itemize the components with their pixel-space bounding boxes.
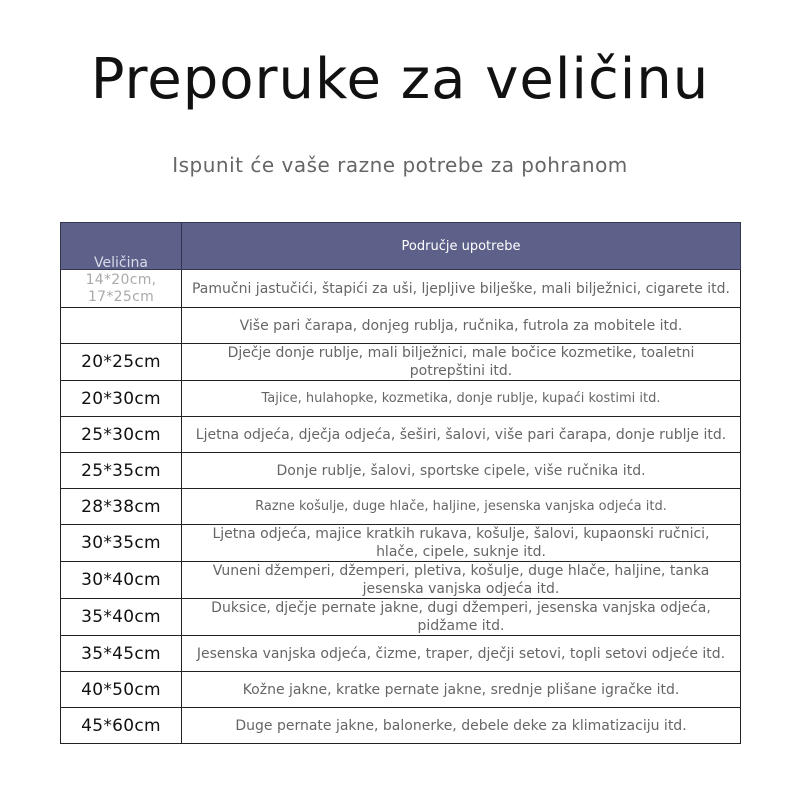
table-row xyxy=(61,270,741,308)
table-row xyxy=(61,636,741,672)
usage-cell: Razne košulje, duge hlače, haljine, jesenska vanjska odjeća itd. xyxy=(182,489,741,525)
table-row xyxy=(61,453,741,489)
size-cell: 40*50cm xyxy=(61,672,182,708)
table-row xyxy=(61,344,741,381)
table-row xyxy=(61,708,741,744)
table-row xyxy=(61,417,741,453)
usage-cell: Dječje donje rublje, mali bilježnici, male bočice kozmetike, toaletni potrepštini itd. xyxy=(182,344,741,381)
usage-cell: Tajice, hulahopke, kozmetika, donje rublje, kupaći kostimi itd. xyxy=(182,381,741,417)
size-cell: 20*25cm xyxy=(61,344,182,381)
usage-cell: Donje rublje, šalovi, sportske cipele, više ručnika itd. xyxy=(182,453,741,489)
size-cell xyxy=(61,308,182,344)
size-cell: 30*40cm xyxy=(61,562,182,599)
header-size: Veličina xyxy=(61,223,182,270)
usage-cell: Kožne jakne, kratke pernate jakne, srednje plišane igračke itd. xyxy=(182,672,741,708)
usage-cell: Više pari čarapa, donjeg rublja, ručnika, futrola za mobitele itd. xyxy=(182,308,741,344)
usage-cell: Ljetna odjeća, dječja odjeća, šeširi, šalovi, više pari čarapa, donje rublje itd. xyxy=(182,417,741,453)
size-cell: 25*35cm xyxy=(61,453,182,489)
usage-cell: Jesenska vanjska odjeća, čizme, traper, dječji setovi, topli setovi odjeće itd. xyxy=(182,636,741,672)
table-row xyxy=(61,525,741,562)
usage-cell: Ljetna odjeća, majice kratkih rukava, košulje, šalovi, kupaonski ručnici, hlače, cipele, suknje itd. xyxy=(182,525,741,562)
size-cell: 30*35cm xyxy=(61,525,182,562)
table-header-row xyxy=(61,223,741,270)
table-row xyxy=(61,308,741,344)
page-title: Preporuke za veličinu xyxy=(90,47,710,112)
size-table xyxy=(60,222,741,744)
usage-cell: Duksice, dječje pernate jakne, dugi džemperi, jesenska vanjska odjeća, pidžame itd. xyxy=(182,599,741,636)
size-cell: 35*45cm xyxy=(61,636,182,672)
size-cell: 14*20cm, 17*25cm xyxy=(61,270,182,308)
usage-cell: Duge pernate jakne, balonerke, debele deke za klimatizaciju itd. xyxy=(182,708,741,744)
table-row xyxy=(61,599,741,636)
table-row xyxy=(61,562,741,599)
size-cell: 20*30cm xyxy=(61,381,182,417)
table-row xyxy=(61,489,741,525)
size-cell: 25*30cm xyxy=(61,417,182,453)
page-subtitle: Ispunit će vaše razne potrebe za pohranom xyxy=(172,153,628,177)
size-cell: 45*60cm xyxy=(61,708,182,744)
table-row xyxy=(61,672,741,708)
usage-cell: Vuneni džemperi, džemperi, pletiva, košulje, duge hlače, haljine, tanka jesenska vanjska odjeća itd. xyxy=(182,562,741,599)
header-usage: Područje upotrebe xyxy=(182,223,741,270)
size-cell: 28*38cm xyxy=(61,489,182,525)
table-row xyxy=(61,381,741,417)
size-cell: 35*40cm xyxy=(61,599,182,636)
usage-cell: Pamučni jastučići, štapići za uši, ljepljive bilješke, mali bilježnici, cigarete itd. xyxy=(182,270,741,308)
